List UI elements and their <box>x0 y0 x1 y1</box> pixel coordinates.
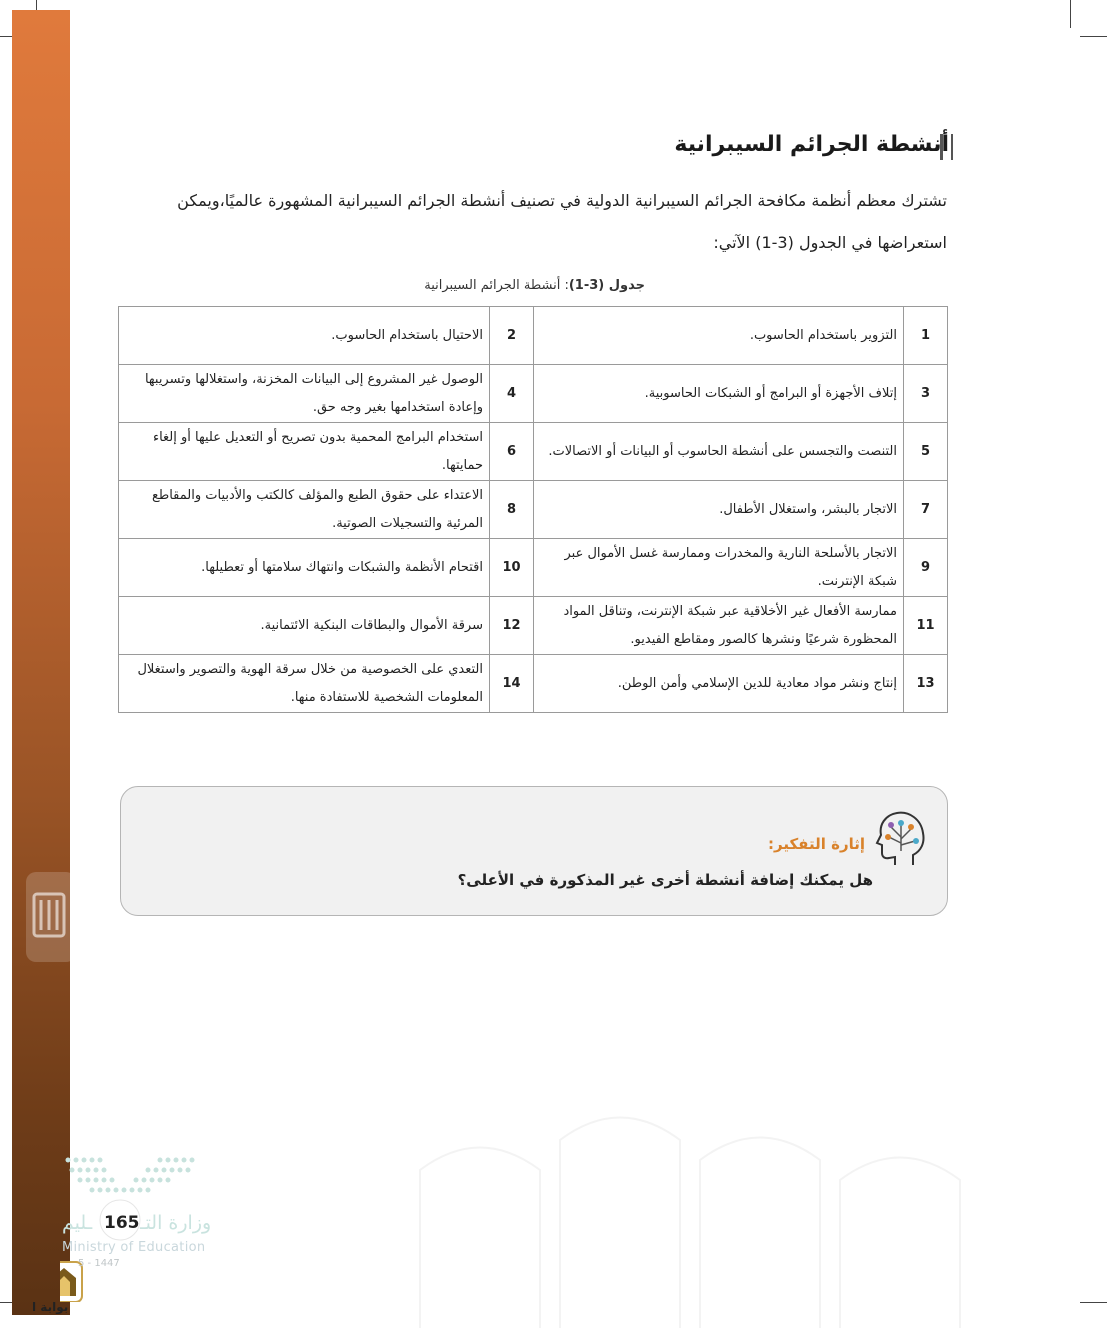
page-sidebar-band <box>12 10 70 1315</box>
activity-text: ممارسة الأفعال غير الأخلاقية عبر شبكة الإنترنت، وتناقل المواد المحظورة شرعيًا ونشرها كالصور ومقاطع الفيديو. <box>534 597 904 655</box>
crop-mark <box>1070 0 1071 28</box>
activity-number: 12 <box>490 597 534 655</box>
brain-idea-icon <box>873 807 927 869</box>
activity-text: سرقة الأموال والبطاقات البنكية الائتمانية. <box>119 597 490 655</box>
table-row <box>119 365 948 423</box>
activity-number: 1 <box>904 307 948 365</box>
activity-text: التنصت والتجسس على أنشطة الحاسوب أو البيانات أو الاتصالات. <box>534 423 904 481</box>
section-heading: أنشطة الجرائم السيبرانية <box>674 132 949 157</box>
activity-number: 2 <box>490 307 534 365</box>
table-row <box>119 307 948 365</box>
table-caption-label: جدول (3-1) <box>568 278 645 293</box>
page-number: 165 <box>104 1213 140 1233</box>
thinking-label: إثارة التفكير: <box>768 835 865 853</box>
activity-text: استخدام البرامج المحمية بدون تصريح أو التعديل عليها أو إلغاء حمايتها. <box>119 423 490 481</box>
activity-number: 8 <box>490 481 534 539</box>
activity-text: الاحتيال باستخدام الحاسوب. <box>119 307 490 365</box>
activity-number: 7 <box>904 481 948 539</box>
cybercrime-activities-table <box>118 306 948 713</box>
intro-paragraph <box>118 180 947 264</box>
intro-line-1: تشترك معظم أنظمة مكافحة الجرائم السيبرانية الدولية في تصنيف أنشطة الجرائم السيبرانية المشهورة عالميًا،ويمكن <box>177 191 947 210</box>
activity-text: إتلاف الأجهزة أو البرامج أو الشبكات الحاسوبية. <box>534 365 904 423</box>
thinking-prompt-box <box>120 786 948 916</box>
activity-number: 13 <box>904 655 948 713</box>
portal-label: بوابة ا <box>32 1300 69 1314</box>
activity-number: 5 <box>904 423 948 481</box>
activity-text: الاتجار بالأسلحة النارية والمخدرات وممارسة غسل الأموال عبر شبكة الإنترنت. <box>534 539 904 597</box>
table-row <box>119 655 948 713</box>
table-caption-separator: : <box>560 278 569 293</box>
ministry-name-part: التـ <box>140 1212 163 1234</box>
activity-number: 4 <box>490 365 534 423</box>
activity-number: 14 <box>490 655 534 713</box>
ministry-name-part: وزارة <box>168 1212 212 1234</box>
ministry-name-arabic <box>140 1212 211 1234</box>
intro-line-2: استعراضها في الجدول (3-1) الآتي: <box>713 233 947 252</box>
activity-number: 9 <box>904 539 948 597</box>
table-row <box>119 423 948 481</box>
table-row <box>119 539 948 597</box>
ministry-year: 5 - 1447 <box>78 1258 120 1269</box>
activity-number: 10 <box>490 539 534 597</box>
table-caption-title: أنشطة الجرائم السيبرانية <box>424 278 561 293</box>
table-row <box>119 481 948 539</box>
activity-text: الاعتداء على حقوق الطبع والمؤلف كالكتب والأدبيات والمقاطع المرئية والتسجيلات الصوتية. <box>119 481 490 539</box>
crop-mark <box>1080 36 1107 37</box>
activity-text: الوصول غير المشروع إلى البيانات المخزنة، واستغلالها وتسريبها وإعادة استخدامها بغير وجه حق. <box>119 365 490 423</box>
book-emblem-icon <box>26 872 76 962</box>
activity-number: 3 <box>904 365 948 423</box>
activity-text: الاتجار بالبشر، واستغلال الأطفال. <box>534 481 904 539</box>
crop-mark <box>1080 1302 1107 1303</box>
activity-number: 11 <box>904 597 948 655</box>
ministry-name-arabic-end: ـليم <box>62 1212 93 1234</box>
activity-text: التزوير باستخدام الحاسوب. <box>534 307 904 365</box>
thinking-question: هل يمكنك إضافة أنشطة أخرى غير المذكورة في الأعلى؟ <box>457 871 873 889</box>
activity-text: اقتحام الأنظمة والشبكات وانتهاك سلامتها أو تعطيلها. <box>119 539 490 597</box>
activity-text: التعدي على الخصوصية من خلال سرقة الهوية والتصوير واستغلال المعلومات الشخصية للاستفادة منها. <box>119 655 490 713</box>
ministry-name-english: Ministry of Education <box>62 1240 206 1255</box>
table-caption <box>424 278 645 293</box>
table-row <box>119 597 948 655</box>
activity-number: 6 <box>490 423 534 481</box>
activity-text: إنتاج ونشر مواد معادية للدين الإسلامي وأمن الوطن. <box>534 655 904 713</box>
